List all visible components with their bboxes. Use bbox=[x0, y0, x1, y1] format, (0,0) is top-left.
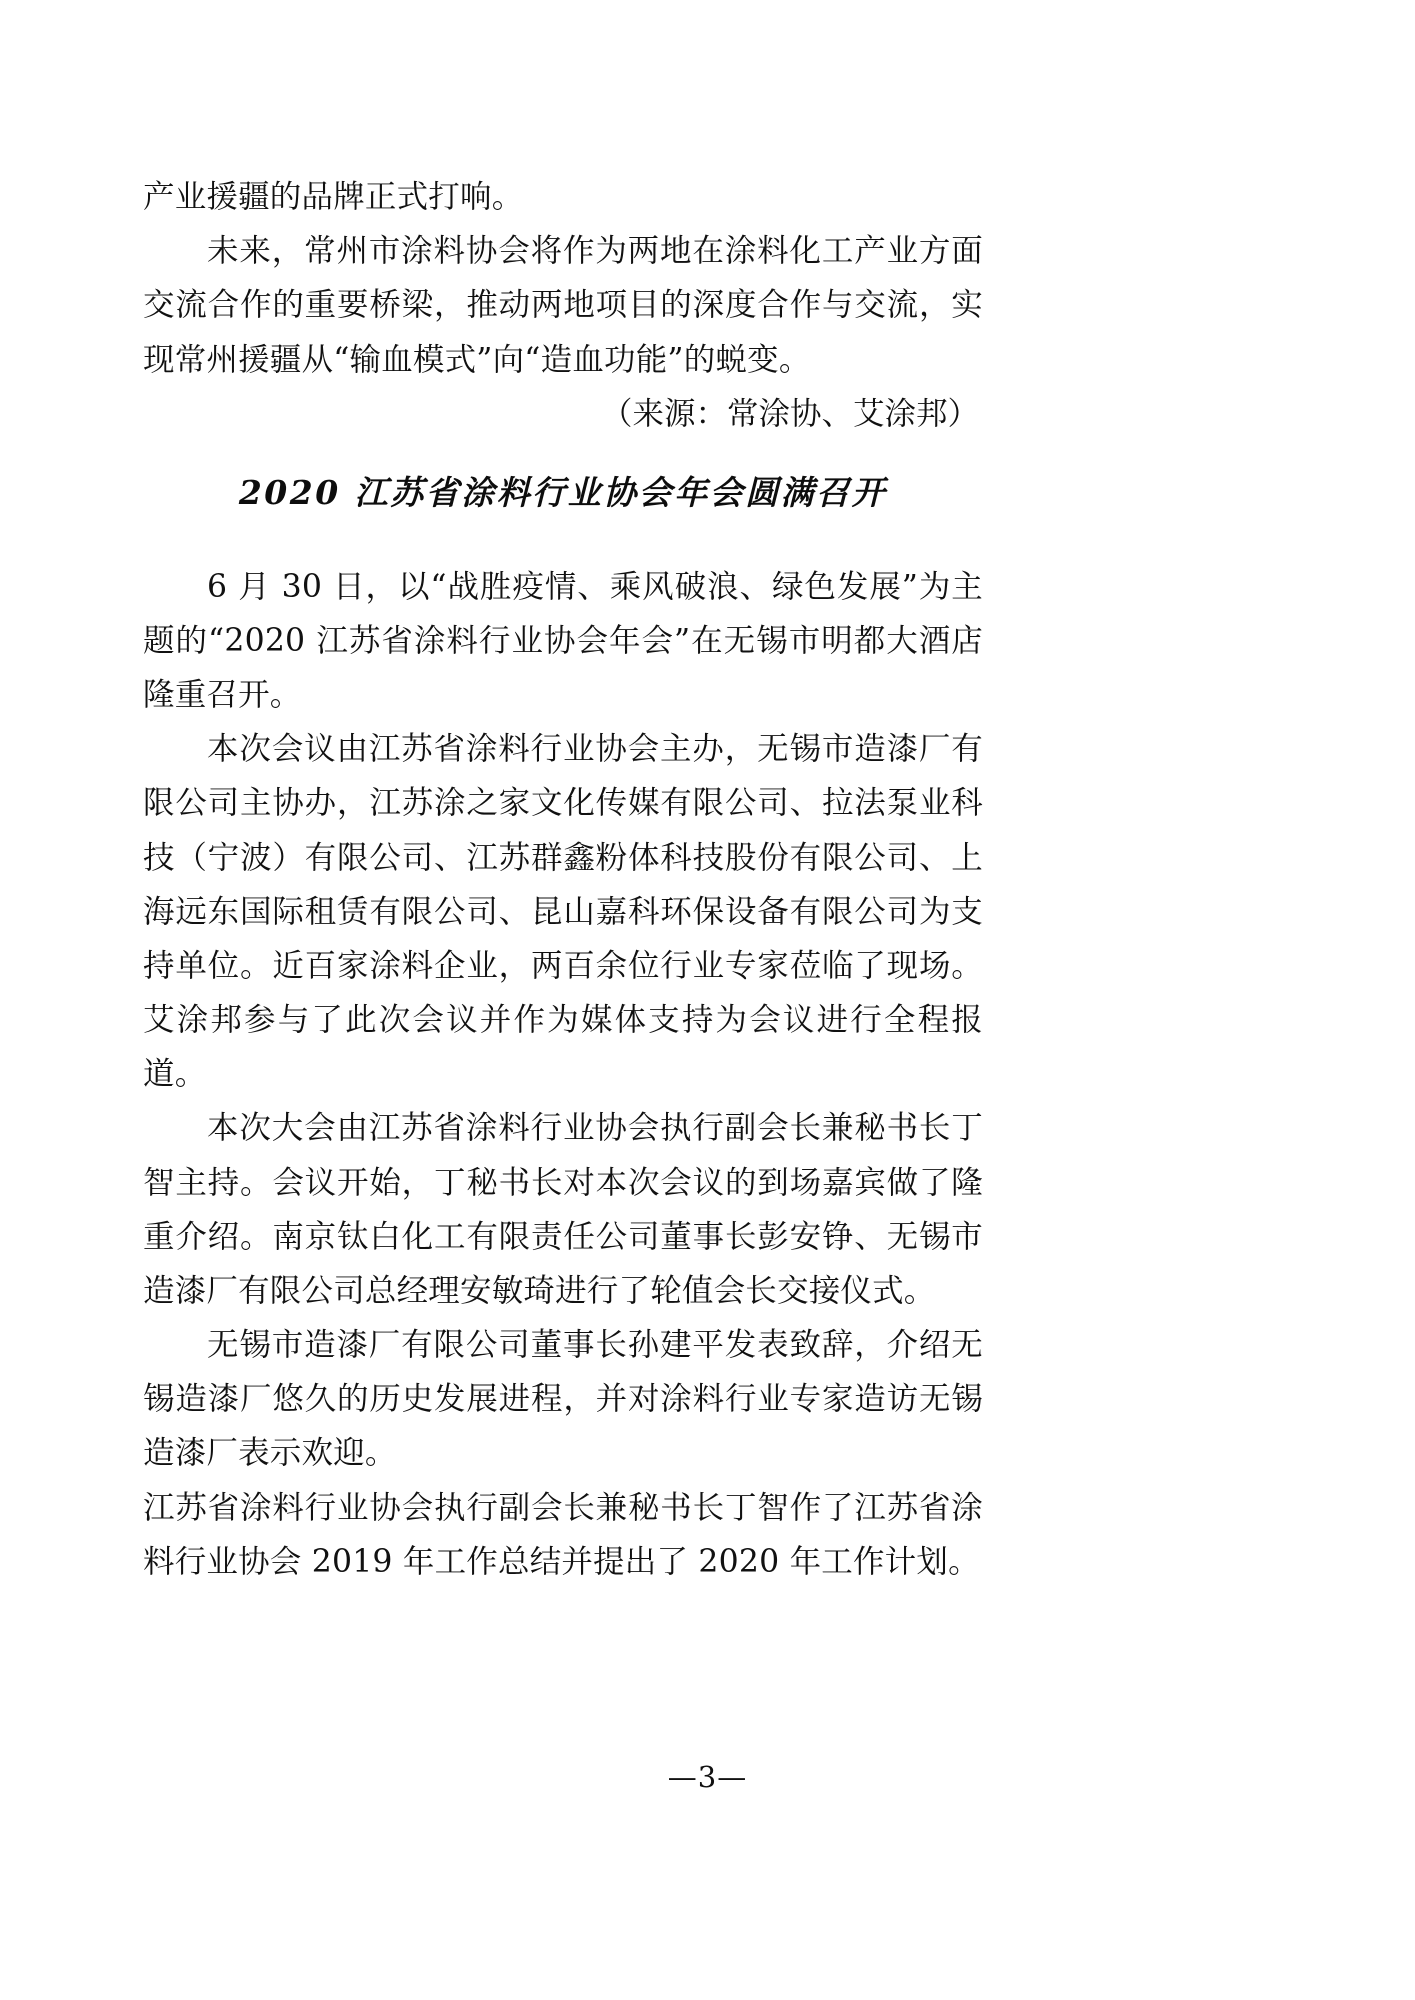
paragraph-host-and-handover: 本次大会由江苏省涂料行业协会执行副会长兼秘书长丁智主持。会议开始，丁秘书长对本次会议的到场嘉宾做了隆重介绍。南京钛白化工有限责任公司董事长彭安铮、无锡市造漆厂有限公司总经理安敏琦进行了轮值会长交接仪式。 bbox=[143, 1110, 983, 1309]
paragraph-future-cooperation: 未来，常州市涂料协会将作为两地在涂料化工产业方面交流合作的重要桥梁，推动两地项目的深度合作与交流，实现常州援疆从“输血模式”向“造血功能”的蜕变。 bbox=[143, 233, 983, 378]
article-title: 2020 江苏省涂料行业协会年会圆满召开 bbox=[238, 472, 888, 512]
page-number: —3— bbox=[667, 1760, 748, 1794]
paragraph-continuation: 产业援疆的品牌正式打响。 bbox=[143, 179, 524, 215]
paragraph-meeting-opening: 6 月 30 日，以“战胜疫情、乘风破浪、绿色发展”为主题的“2020 江苏省涂料行业协会年会”在无锡市明都大酒店隆重召开。 bbox=[143, 568, 983, 713]
title-spacer bbox=[143, 534, 983, 560]
paragraph-organizers: 本次会议由江苏省涂料行业协会主办，无锡市造漆厂有限公司主协办，江苏涂之家文化传媒有限公司、拉法泵业科技（宁波）有限公司、江苏群鑫粉体科技股份有限公司、上海远东国际租赁有限公司、昆山嘉科环保设备有限公司为支持单位。近百家涂料企业，两百余位行业专家莅临了现场。艾涂邦参与了此次会议并作为媒体支持为会议进行全程报道。 bbox=[143, 731, 983, 1093]
paragraph-chairman-speech: 无锡市造漆厂有限公司董事长孙建平发表致辞，介绍无锡造漆厂悠久的历史发展进程，并对涂料行业专家造访无锡造漆厂表示欢迎。 bbox=[143, 1327, 983, 1472]
source-attribution: （来源：常涂协、艾涂邦） bbox=[600, 395, 979, 432]
paragraph-work-summary: 江苏省涂料行业协会执行副会长兼秘书长丁智作了江苏省涂料行业协会 2019 年工作总结并提出了 2020 年工作计划。 bbox=[143, 1489, 983, 1580]
page-content bbox=[143, 170, 983, 1589]
